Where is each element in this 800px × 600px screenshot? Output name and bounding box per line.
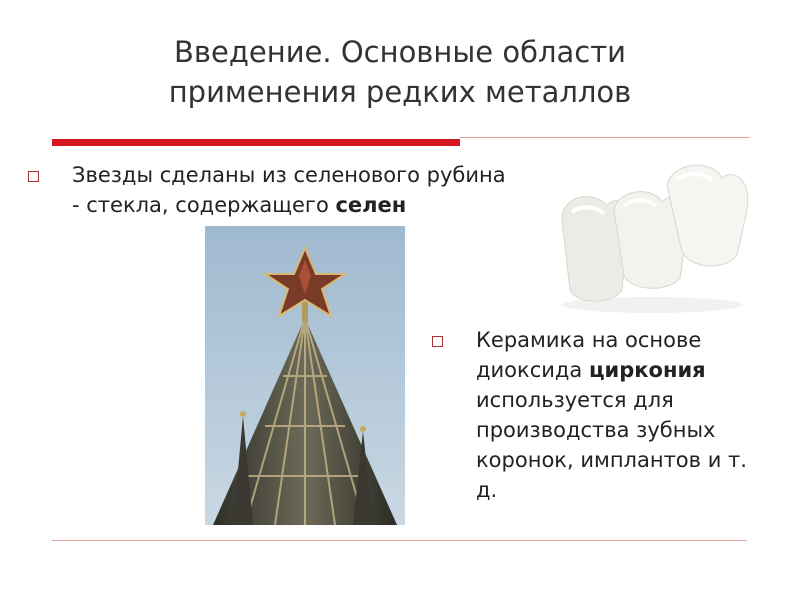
bullet-zirconium-line2a: диоксида (476, 358, 589, 382)
bullet-square-icon (432, 336, 443, 347)
kremlin-tower-star-image (205, 226, 405, 525)
title-underline-accent (52, 139, 460, 146)
dental-crowns-image (552, 150, 752, 315)
bullet-zirconium-line3: используется для (476, 388, 674, 412)
bullet-zirconium-line4: производства зубных (476, 418, 716, 442)
bullet-zirconium-bold: циркония (588, 358, 706, 382)
slide-title (0, 32, 800, 112)
title-underline-thin (460, 137, 750, 138)
bullet-zirconium (476, 325, 800, 505)
footer-rule (52, 540, 747, 541)
bullet-zirconium-line5: коронок, имплантов и т. (476, 448, 747, 472)
bullet-selenium-bold: селен (335, 193, 407, 217)
bullet-selenium-text: Звезды сделаны из селенового рубина - стекла, содержащего (72, 163, 506, 217)
bullet-selenium (72, 160, 512, 220)
slide-title-line1: Введение. Основные области (174, 35, 626, 69)
bullet-zirconium-line1: Керамика на основе (476, 328, 702, 352)
bullet-square-icon (28, 171, 39, 182)
slide-title-line2: применения редких металлов (168, 75, 632, 109)
bullet-zirconium-line6: д. (476, 478, 498, 502)
